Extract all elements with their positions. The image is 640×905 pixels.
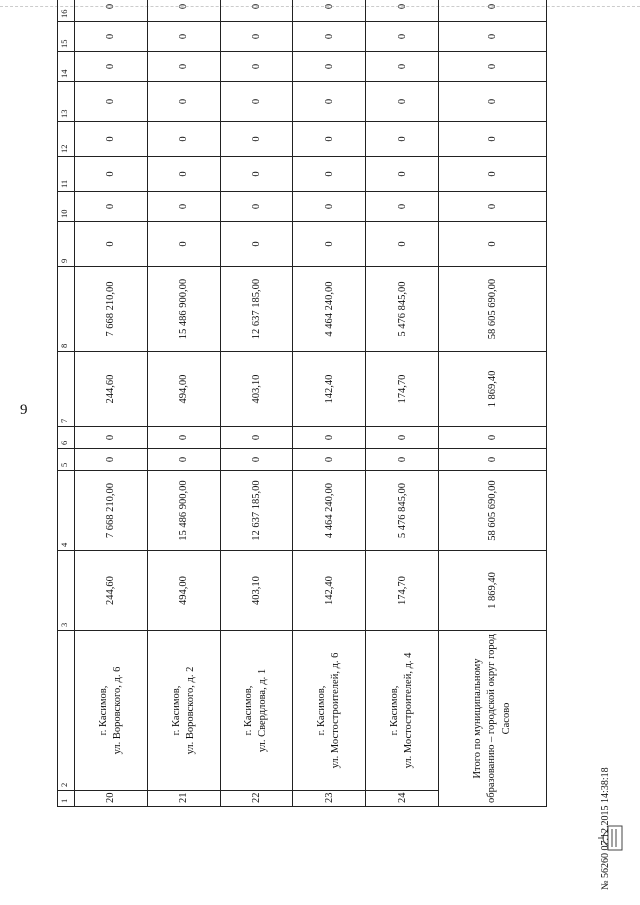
value-cell: 0	[293, 122, 366, 157]
value-cell: 0	[75, 222, 148, 267]
total-value-cell: 0	[438, 122, 546, 157]
value-cell: 0	[75, 192, 148, 222]
col-header: 4	[58, 471, 75, 551]
value-cell: 0	[147, 222, 220, 267]
address-street: ул. Свердлова, д. 1	[257, 668, 269, 753]
value-cell: 0	[220, 22, 293, 52]
col-header: 9	[58, 222, 75, 267]
table-body	[75, 0, 547, 807]
value-cell: 174,70	[366, 551, 439, 631]
value-cell: 0	[293, 0, 366, 22]
total-value-cell: 58 605 690,00	[438, 267, 546, 352]
value-cell: 0	[75, 52, 148, 82]
total-value-cell: 0	[438, 192, 546, 222]
value-cell: 0	[75, 22, 148, 52]
table-row	[147, 0, 220, 807]
total-value-cell: 0	[438, 222, 546, 267]
value-cell: 0	[147, 82, 220, 122]
total-value-cell: 0	[438, 22, 546, 52]
address-cell	[75, 631, 148, 791]
address-street: ул. Воровского, д. 6	[111, 666, 123, 755]
col-header: 8	[58, 267, 75, 352]
value-cell: 0	[293, 222, 366, 267]
col-header: 2	[58, 631, 75, 791]
value-cell: 0	[220, 82, 293, 122]
address-city: г. Касимов,	[316, 685, 328, 736]
value-cell: 174,70	[366, 352, 439, 427]
value-cell: 5 476 845,00	[366, 471, 439, 551]
value-cell: 0	[366, 192, 439, 222]
value-cell: 0	[293, 427, 366, 449]
value-cell: 0	[366, 82, 439, 122]
total-row	[438, 0, 546, 807]
table-row	[366, 0, 439, 807]
value-cell: 0	[220, 192, 293, 222]
address-cell	[220, 631, 293, 791]
value-cell: 4 464 240,00	[293, 267, 366, 352]
value-cell: 0	[75, 122, 148, 157]
value-cell: 494,00	[147, 352, 220, 427]
total-value-cell: 0	[438, 157, 546, 192]
total-value-cell: 0	[438, 82, 546, 122]
col-header: 5	[58, 449, 75, 471]
value-cell: 0	[220, 122, 293, 157]
col-header: 11	[58, 157, 75, 192]
address-cell	[366, 631, 439, 791]
row-number: 22	[220, 791, 293, 807]
value-cell: 403,10	[220, 352, 293, 427]
value-cell: 0	[75, 82, 148, 122]
address-street: ул. Мостостроителей, д. 4	[403, 652, 415, 769]
row-number: 23	[293, 791, 366, 807]
value-cell: 0	[366, 52, 439, 82]
value-cell: 0	[147, 157, 220, 192]
value-cell: 7 668 210,00	[75, 267, 148, 352]
value-cell: 0	[366, 222, 439, 267]
total-value-cell: 0	[438, 449, 546, 471]
address-cell	[147, 631, 220, 791]
value-cell: 0	[147, 427, 220, 449]
value-cell: 0	[293, 82, 366, 122]
value-cell: 0	[147, 122, 220, 157]
value-cell: 403,10	[220, 551, 293, 631]
value-cell: 0	[366, 427, 439, 449]
value-cell: 494,00	[147, 551, 220, 631]
value-cell: 0	[366, 157, 439, 192]
value-cell: 0	[220, 52, 293, 82]
value-cell: 0	[75, 449, 148, 471]
value-cell: 0	[220, 427, 293, 449]
address-city: г. Касимов,	[243, 685, 255, 736]
value-cell: 4 464 240,00	[293, 471, 366, 551]
value-cell: 15 486 900,00	[147, 471, 220, 551]
value-cell: 0	[293, 192, 366, 222]
address-street: ул. Воровского, д. 2	[184, 666, 196, 755]
value-cell: 142,40	[293, 352, 366, 427]
value-cell: 0	[220, 449, 293, 471]
value-cell: 0	[220, 157, 293, 192]
col-header: 12	[58, 122, 75, 157]
value-cell: 0	[366, 22, 439, 52]
data-table	[57, 0, 547, 807]
registration-stamp: № 56260 07.12.2015 14:38:18	[600, 767, 611, 890]
row-number: 21	[147, 791, 220, 807]
value-cell: 7 668 210,00	[75, 471, 148, 551]
col-header: 3	[58, 551, 75, 631]
row-number: 20	[75, 791, 148, 807]
total-value-cell: 0	[438, 0, 546, 22]
value-cell: 0	[75, 427, 148, 449]
col-header: 6	[58, 427, 75, 449]
data-table-rotated	[57, 3, 547, 807]
value-cell: 0	[293, 157, 366, 192]
total-value-cell: 1 869,40	[438, 352, 546, 427]
value-cell: 0	[366, 449, 439, 471]
value-cell: 0	[293, 449, 366, 471]
value-cell: 15 486 900,00	[147, 267, 220, 352]
address-city: г. Касимов,	[170, 685, 182, 736]
value-cell: 0	[147, 52, 220, 82]
value-cell: 0	[147, 22, 220, 52]
value-cell: 0	[147, 449, 220, 471]
value-cell: 0	[293, 22, 366, 52]
total-value-cell: 0	[438, 52, 546, 82]
value-cell: 12 637 185,00	[220, 267, 293, 352]
row-number: 24	[366, 791, 439, 807]
col-header: 14	[58, 52, 75, 82]
value-cell: 12 637 185,00	[220, 471, 293, 551]
table-row	[220, 0, 293, 807]
header-row	[58, 0, 75, 807]
value-cell: 0	[147, 192, 220, 222]
address-street: ул. Мостостроителей, д. 6	[330, 652, 342, 769]
value-cell: 244,60	[75, 352, 148, 427]
total-value-cell: 1 869,40	[438, 551, 546, 631]
value-cell: 5 476 845,00	[366, 267, 439, 352]
address-cell	[293, 631, 366, 791]
col-header: 16	[58, 0, 75, 22]
col-header: 13	[58, 82, 75, 122]
value-cell: 244,60	[75, 551, 148, 631]
value-cell: 0	[293, 52, 366, 82]
total-value-cell: 0	[438, 427, 546, 449]
value-cell: 0	[75, 157, 148, 192]
col-header: 15	[58, 22, 75, 52]
address-city: г. Касимов,	[97, 685, 109, 736]
table-row	[293, 0, 366, 807]
total-label: Итого по муниципальному образованию – городской округ город Сасово	[438, 631, 546, 807]
value-cell: 0	[220, 0, 293, 22]
total-value-cell: 58 605 690,00	[438, 471, 546, 551]
value-cell: 0	[75, 0, 148, 22]
col-header: 7	[58, 352, 75, 427]
value-cell: 142,40	[293, 551, 366, 631]
value-cell: 0	[366, 122, 439, 157]
col-header: 1	[58, 791, 75, 807]
page-number: 9	[20, 402, 28, 418]
table-row	[75, 0, 148, 807]
col-header: 10	[58, 192, 75, 222]
address-city: г. Касимов,	[388, 685, 400, 736]
value-cell: 0	[366, 0, 439, 22]
value-cell: 0	[220, 222, 293, 267]
value-cell: 0	[147, 0, 220, 22]
